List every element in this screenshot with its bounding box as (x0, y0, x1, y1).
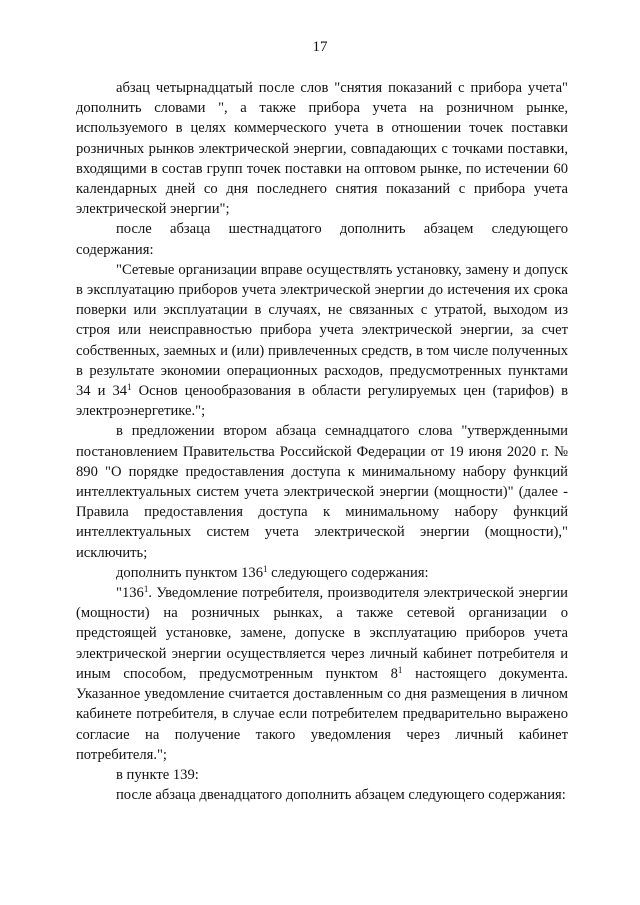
superscript-index: 1 (397, 664, 403, 675)
paragraph-text: настоящего документа. Указанное уведомление считается доставленным со дня размещения в личном кабинете потребителя, в случае если потребителем предварительно выражено согласие на получение такого уведомления через личный кабинет потребителя."; (76, 665, 568, 763)
document-body (76, 78, 568, 805)
paragraph-text: после абзаца двенадцатого дополнить абзацем следующего содержания: (116, 787, 566, 804)
paragraph (76, 765, 568, 785)
paragraph (76, 78, 568, 219)
paragraph (76, 421, 568, 562)
paragraph-text: абзац четырнадцатый после слов "снятия показаний с прибора учета" дополнить словами ", а также прибора учета на розничном рынке, используемого в целях коммерческого учета в отношении точек поставки розничных рынков электрической энергии, совпадающих с точками поставки, входящими в состав групп точек поставки на оптовом рынке, по истечении 60 календарных дней со дня последнего снятия показаний с прибора учета электрической энергии"; (76, 80, 568, 218)
superscript-index: 1 (127, 382, 132, 393)
paragraph (76, 260, 568, 422)
paragraph-text: следующего содержания: (267, 564, 429, 581)
paragraph-text: в предложении втором абзаца семнадцатого слова "утвержденными постановлением Правительства Российской Федерации от 19 июня 2020 г. № 890 "О порядке предоставления доступа к минимальному набору функций интеллектуальных систем учета электрической энергии (мощности)" (далее - Правила предоставления доступа к минимальному набору функций интеллектуальных систем учета электрической энергии (мощности)," исключить; (76, 423, 568, 561)
paragraph-text: Основ ценообразования в области регулируемых цен (тарифов) в электроэнергетике."; (76, 383, 569, 420)
paragraph (76, 583, 568, 765)
paragraph (76, 563, 568, 583)
paragraph-text: в пункте 139: (116, 766, 199, 783)
paragraph-text: "Сетевые организации вправе осуществлять установку, замену и допуск в эксплуатацию приборов учета электрической энергии до истечения их срока поверки или эксплуатации в случаях, не связанных с утратой, выходом из строя или неисправностью прибора учета электрической энергии, за счет собственных, заемных и (или) привлеченных средств, в том числе полученных в результате экономии операционных расходов, предусмотренных пунктами 34 и 34 (76, 261, 568, 400)
paragraph (76, 785, 568, 805)
page-number: 17 (312, 39, 328, 55)
paragraph-text: "136 (116, 585, 144, 602)
superscript-index: 1 (143, 584, 149, 595)
paragraph-text: дополнить пунктом 136 (116, 564, 264, 581)
superscript-index: 1 (263, 563, 268, 574)
paragraph-text: . Уведомление потребителя, производителя электрической энергии (мощности) на розничных рынках, а также сетевой организации о предстоящей установке, замене, допуске в эксплуатацию приборов учета электрической энергии осуществляется через личный кабинет потребителя и иным способом, предусмотренным пунктом 8 (76, 585, 568, 682)
paragraph (76, 219, 568, 259)
paragraph-text: после абзаца шестнадцатого дополнить абзацем следующего содержания: (76, 221, 568, 258)
